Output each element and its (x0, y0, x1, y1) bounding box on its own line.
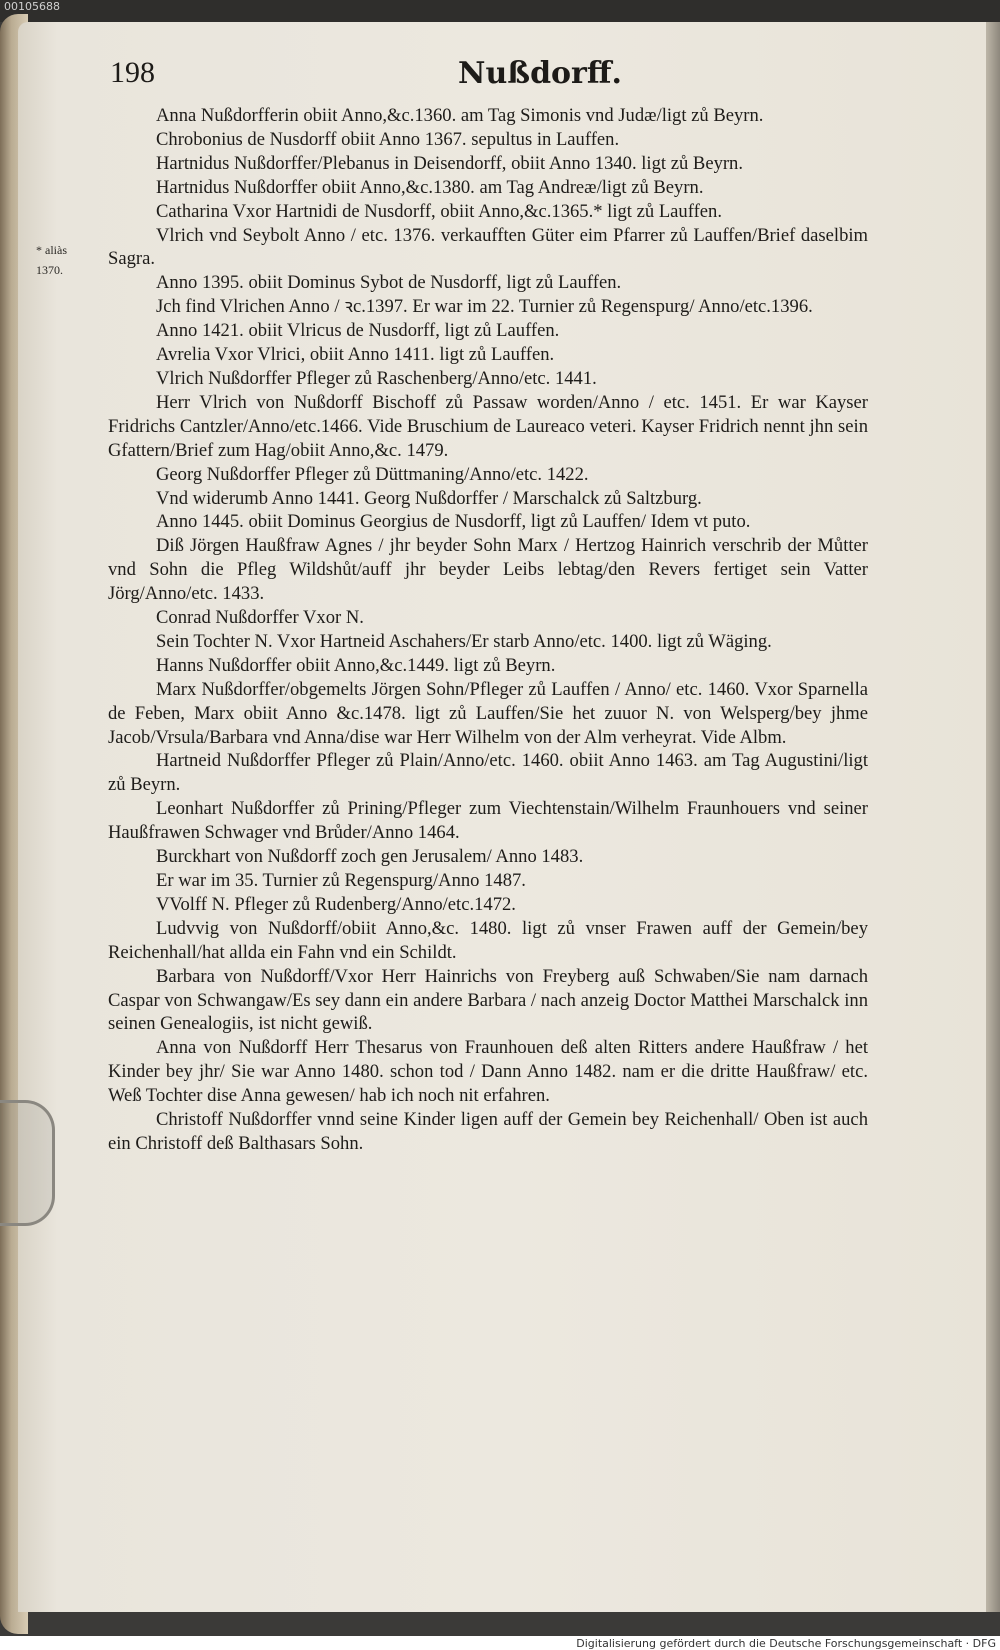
entry: Anno 1445. obiit Dominus Georgius de Nusdorff, ligt zů Lauffen/ Idem vt puto. (156, 511, 751, 533)
page-number: 198 (110, 56, 155, 89)
entry: Hartnidus Nußdorffer obiit Anno,&c.1380. am Tag Andreæ/ligt zů Beyrn. (156, 176, 704, 198)
entry: Burckhart von Nußdorff zoch gen Jerusalem/ Anno 1483. (156, 846, 584, 868)
margin-note: * aliàs 1370. (36, 243, 67, 277)
entry: Hartnidus Nußdorffer/Plebanus in Deisendorff, obiit Anno 1340. ligt zů Beyrn. (156, 152, 744, 174)
page-clip (0, 1100, 55, 1226)
entry: Anno 1395. obiit Dominus Sybot de Nusdorff, ligt zů Lauffen. (156, 272, 622, 294)
entry: Avrelia Vxor Vlrici, obiit Anno 1411. ligt zů Lauffen. (156, 344, 555, 366)
entry: VVolff N. Pfleger zů Rudenberg/Anno/etc.1472. (156, 893, 516, 915)
entry: Marx Nußdorffer/obgemelts Jörgen Sohn/Pfleger zů Lauffen / Anno/ etc. 1460. Vxor Sparnella de Feben, Marx obiit Anno &c.1478. ligt zů Lauffen/Sie het zuuor N. von Welsperg/bey jhme Jacob/Vrsula/Barbara vnd Anna/dise war Herr Wilhelm von der Alm verheyrat. Vide Albm. (108, 678, 868, 748)
entry: Herr Vlrich von Nußdorff Bischoff zů Passaw worden/Anno / etc. 1451. Er war Kayser Fridrichs Cantzler/Anno/etc.1466. Vide Bruschium de Laureaco veteri. Kayser Fridrich nennt jhn sein Gfattern/Brief zum Hag/obiit Anno,&c. 1479. (108, 391, 868, 461)
scan-header-strip (0, 0, 1000, 22)
entry: Hanns Nußdorffer obiit Anno,&c.1449. ligt zů Beyrn. (156, 654, 556, 676)
entry: Diß Jörgen Haußfraw Agnes / jhr beyder Sohn Marx / Hertzog Hainrich verschrib der Můtter vnd Sohn die Pfleg Wildshůt/auff jhr beyder Leibs lebtag/den Revers fertiget sein Vatter Jörg/Anno/etc. 1433. (108, 535, 868, 605)
scan-id: 00105688 (4, 0, 60, 13)
entry: Vlrich vnd Seybolt Anno / etc. 1376. verkaufften Güter eim Pfarrer zů Lauffen/Brief daselbim Sagra. (108, 224, 868, 270)
text-block (108, 104, 868, 1156)
entry: Georg Nußdorffer Pfleger zů Düttmaning/Anno/etc. 1422. (156, 463, 589, 485)
footer-credit: Digitalisierung gefördert durch die Deutsche Forschungsgemeinschaft · DFG (576, 1637, 996, 1650)
entry: Catharina Vxor Hartnidi de Nusdorff, obiit Anno,&c.1365.* ligt zů Lauffen. (156, 200, 722, 222)
page-header (110, 56, 870, 100)
running-title: Nußdorff. (458, 56, 622, 91)
entry: Chrobonius de Nusdorff obiit Anno 1367. sepultus in Lauffen. (156, 128, 620, 150)
entry: Jch find Vlrichen Anno / ꝛc.1397. Er war im 22. Turnier zů Regenspurg/ Anno/etc.1396. (156, 296, 813, 318)
entry: Barbara von Nußdorff/Vxor Herr Hainrichs von Freyberg auß Schwaben/Sie nam darnach Caspar von Schwangaw/Es sey dann ein andere Barbara / nach anzeig Doctor Matthei Marschalck inn seinen Genealogiis, ist nicht gewiß. (108, 965, 868, 1035)
entry: Ludvvig von Nußdorff/obiit Anno,&c. 1480. ligt zů vnser Frawen auff der Gemein/bey Reichenhall/hat allda ein Fahn vnd ein Schildt. (108, 917, 868, 963)
entry: Vnd widerumb Anno 1441. Georg Nußdorffer / Marschalck zů Saltzburg. (156, 487, 702, 509)
entry: Conrad Nußdorffer Vxor N. (156, 607, 364, 629)
entry: Anno 1421. obiit Vlricus de Nusdorff, ligt zů Lauffen. (156, 320, 560, 342)
entry: Anna Nußdorfferin obiit Anno,&c.1360. am Tag Simonis vnd Judæ/ligt zů Beyrn. (156, 105, 764, 126)
entry: Christoff Nußdorffer vnnd seine Kinder ligen auff der Gemein bey Reichenhall/ Oben ist auch ein Christoff deß Balthasars Sohn. (108, 1109, 868, 1154)
entry: Anna von Nußdorff Herr Thesarus von Fraunhouen deß alten Ritters andere Haußfraw / het Kinder bey jhr/ Sie war Anno 1480. schon tod / Dann Anno 1482. nam er die dritte Haußfraw/ etc. Weß Tochter dise Anna gewesen/ hab ich noch nit erfahren. (108, 1037, 868, 1107)
entry: Vlrich Nußdorffer Pfleger zů Raschenberg/Anno/etc. 1441. (156, 367, 597, 389)
entry: Sein Tochter N. Vxor Hartneid Aschahers/Er starb Anno/etc. 1400. ligt zů Wäging. (156, 630, 772, 652)
entry: Er war im 35. Turnier zů Regenspurg/Anno 1487. (156, 870, 526, 891)
entry: Leonhart Nußdorffer zů Prining/Pfleger zum Viechtenstain/Wilhelm Fraunhouers vnd seiner Haußfrawen Schwager vnd Brůder/Anno 1464. (108, 798, 868, 844)
entry: Hartneid Nußdorffer Pfleger zů Plain/Anno/etc. 1460. obiit Anno 1463. am Tag Augustini/ligt zů Beyrn. (108, 750, 868, 796)
page-edge (986, 22, 1000, 1612)
